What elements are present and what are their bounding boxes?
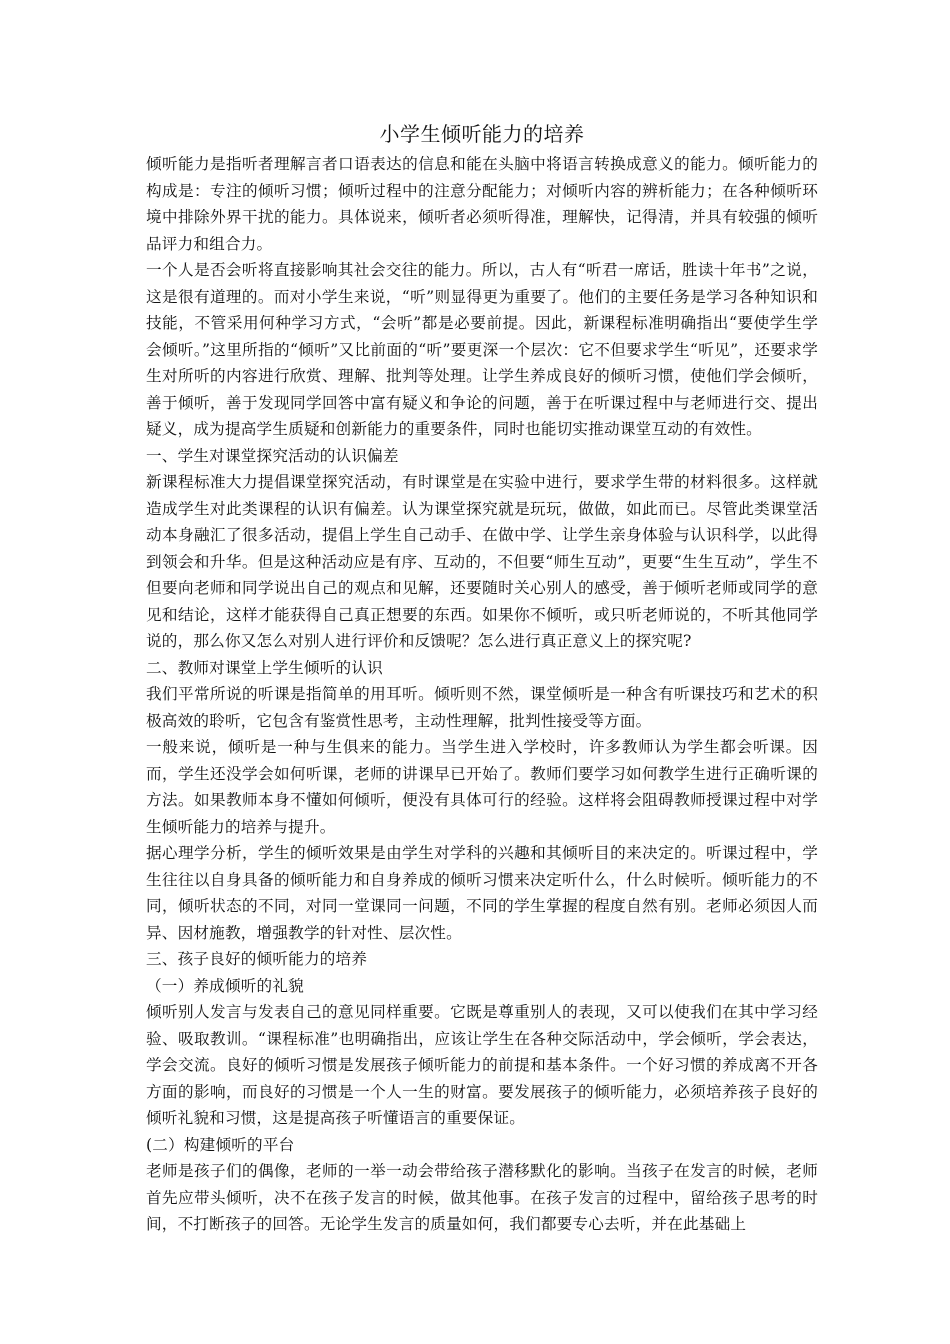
body-paragraph: 一个人是否会听将直接影响其社会交往的能力。所以，古人有“听君一席话，胜读十年书”之说，这是很有道理的。而对小学生来说，“听”则显得更为重要了。他们的主要任务是学习各种知识和技能，不管采用何种学习方式，“会听”都是必要前提。因此，新课程标准明确指出“要使学生学会倾听。”这里所指的“倾听”又比前面的“听”要更深一个层次：它不但要求学生“听见”，还要求学生对所听的内容进行欣赏、理解、批判等处理。让学生养成良好的倾听习惯，使他们学会倾听，善于倾听，善于发现同学回答中富有疑义和争论的问题，善于在听课过程中与老师进行交、提出疑义，成为提高学生质疑和创新能力的重要条件，同时也能切实推动课堂互动的有效性。 [146, 261, 818, 438]
document-body [146, 151, 818, 1238]
body-paragraph: 老师是孩子们的偶像，老师的一举一动会带给孩子潜移默化的影响。当孩子在发言的时候，老师首先应带头倾听，决不在孩子发言的时候，做其他事。在孩子发言的过程中，留给孩子思考的时间，不打断孩子的回答。无论学生发言的质量如何，我们都要专心去听，并在此基础上 [146, 1162, 818, 1233]
document-title: 小学生倾听能力的培养 [379, 122, 585, 146]
document-content [146, 117, 818, 1238]
section-heading: (二）构建倾听的平台 [146, 1135, 295, 1154]
body-paragraph: 倾听能力是指听者理解言者口语表达的信息和能在头脑中将语言转换成意义的能力。倾听能力的构成是：专注的倾听习惯；倾听过程中的注意分配能力；对倾听内容的辨析能力；在各种倾听环境中排除外界干扰的能力。具体说来，倾听者必须听得准，理解快，记得清，并具有较强的倾听品评力和组合力。 [146, 155, 818, 253]
section-heading: 三、孩子良好的倾听能力的培养 [146, 950, 368, 968]
body-paragraph: 一般来说，倾听是一种与生俱来的能力。当学生进入学校时，许多教师认为学生都会听课。因而，学生还没学会如何听课，老师的讲课早已开始了。教师们要学习如何教学生进行正确听课的方法。如果教师本身不懂如何倾听，便没有具体可行的经验。这样将会阻碍教师授课过程中对学生倾听能力的培养与提升。 [146, 738, 818, 836]
section-heading: 二、教师对课堂上学生倾听的认识 [146, 658, 383, 677]
section-heading: 一、学生对课堂探究活动的认识偏差 [146, 446, 399, 465]
body-paragraph: 倾听别人发言与发表自己的意见同样重要。它既是尊重别人的表现，又可以使我们在其中学习经验、吸取教训。“课程标准”也明确指出，应该让学生在各种交际活动中，学会倾听，学会表达，学会交流。良好的倾听习惯是发展孩子倾听能力的前提和基本条件。一个好习惯的养成离不开各方面的影响，而良好的习惯是一个人一生的财富。要发展孩子的倾听能力，必须培养孩子良好的倾听礼貌和习惯，这是提高孩子听懂语言的重要保证。 [146, 1003, 818, 1127]
body-paragraph: 新课程标准大力提倡课堂探究活动，有时课堂是在实验中进行，要求学生带的材料很多。这样就造成学生对此类课程的认识有偏差。认为课堂探究就是玩玩，做做，如此而已。尽管此类课堂活动本身融汇了很多活动，提倡上学生自己动手、在做中学、让学生亲身体验与认识科学，以此得到领会和升华。但是这种活动应是有序、互动的，不但要“师生互动”，更要“生生互动”，学生不但要向老师和同学说出自己的观点和见解，还要随时关心别人的感受，善于倾听老师或同学的意见和结论，这样才能获得自己真正想要的东西。如果你不倾听，或只听老师说的，不听其他同学说的，那么你又怎么对别人进行评价和反馈呢？怎么进行真正意义上的探究呢? [146, 473, 818, 650]
body-paragraph: 我们平常所说的听课是指简单的用耳听。倾听则不然，课堂倾听是一种含有听课技巧和艺术的积极高效的聆听，它包含有鉴赏性思考，主动性理解，批判性接受等方面。 [146, 685, 818, 730]
section-heading: （一）养成倾听的礼貌 [146, 976, 304, 995]
body-paragraph: 据心理学分析，学生的倾听效果是由学生对学科的兴趣和其倾听目的来决定的。听课过程中，学生往往以自身具备的倾听能力和自身养成的倾听习惯来决定听什么，什么时候听。倾听能力的不同，倾听状态的不同，对同一堂课同一问题，不同的学生掌握的程度自然有别。老师必须因人而异、因材施教，增强教学的针对性、层次性。 [146, 844, 818, 942]
